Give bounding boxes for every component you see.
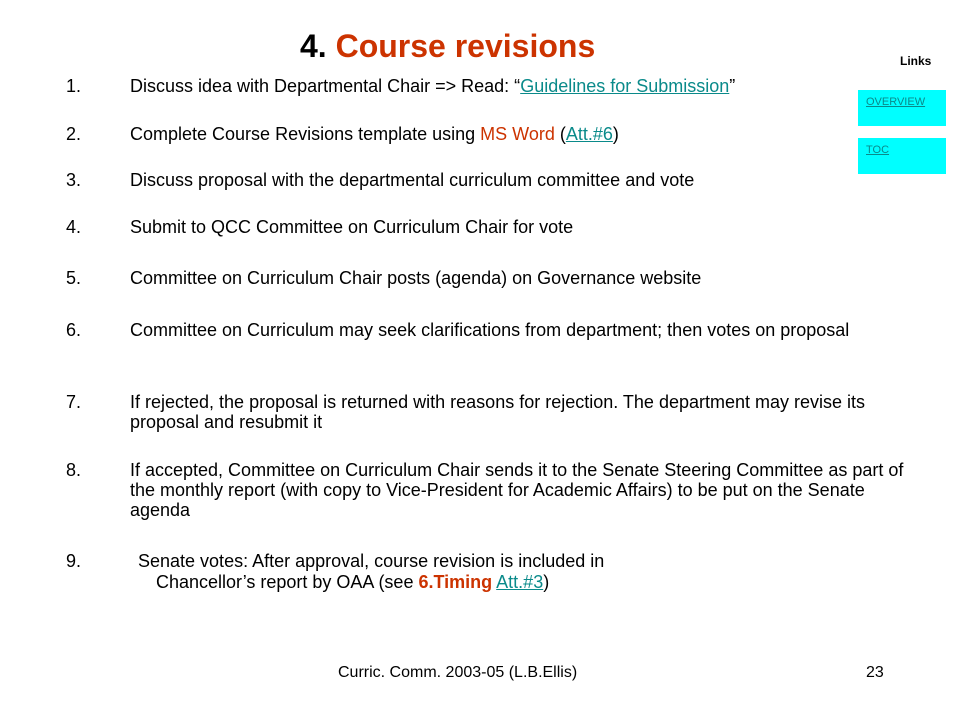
item-text-pre: Chancellor’s report by OAA (see bbox=[156, 572, 419, 592]
slide-title bbox=[300, 28, 595, 65]
item-number: 9. bbox=[66, 551, 82, 571]
footer-text: Curric. Comm. 2003-05 (L.B.Ellis) bbox=[338, 664, 578, 681]
item-text-pre: Complete Course Revisions template using bbox=[130, 124, 481, 144]
item-number: 8. bbox=[66, 460, 82, 480]
title-text: Course revisions bbox=[335, 28, 596, 64]
item-text: Discuss proposal with the departmental curriculum committee and vote bbox=[130, 170, 695, 190]
timing-highlight: 6.Timing bbox=[418, 572, 493, 592]
att-3-link[interactable]: Att.#3 bbox=[496, 572, 544, 592]
item-text-post: ” bbox=[729, 76, 736, 96]
item-text-post: ) bbox=[612, 124, 619, 144]
item-number: 1. bbox=[66, 76, 82, 96]
item-text: If rejected, the proposal is returned with reasons for rejection. The department may revise its proposal and resubmit it bbox=[130, 392, 866, 432]
item-text-line1: Senate votes: After approval, course revision is included in bbox=[138, 551, 605, 571]
page-number: 23 bbox=[866, 664, 884, 681]
item-text-pre: Discuss idea with Departmental Chair => Read: “ bbox=[130, 76, 521, 96]
guidelines-link[interactable]: Guidelines for Submission bbox=[520, 76, 730, 96]
item-text bbox=[130, 124, 910, 144]
item-text: Committee on Curriculum may seek clarifications from department; then votes on proposal bbox=[130, 320, 850, 340]
item-number: 3. bbox=[66, 170, 82, 190]
att-6-link[interactable]: Att.#6 bbox=[565, 124, 613, 144]
item-number: 6. bbox=[66, 320, 82, 340]
item-text-line2 bbox=[156, 572, 936, 592]
ms-word-highlight: MS Word bbox=[480, 124, 555, 144]
item-number: 7. bbox=[66, 392, 82, 412]
overview-link[interactable]: OVERVIEW bbox=[866, 96, 926, 108]
item-number: 5. bbox=[66, 268, 82, 288]
item-number: 4. bbox=[66, 217, 82, 237]
item-text: If accepted, Committee on Curriculum Chair sends it to the Senate Steering Committee as part of the monthly report (with copy to Vice-President for Academic Affairs) to be put on the Senate agenda bbox=[130, 460, 904, 520]
title-number: 4. bbox=[300, 28, 327, 64]
item-text: Committee on Curriculum Chair posts (agenda) on Governance website bbox=[130, 268, 702, 288]
item-text-mid: ( bbox=[554, 124, 566, 144]
item-text bbox=[130, 76, 910, 96]
item-text-post: ) bbox=[543, 572, 550, 592]
item-text: Submit to QCC Committee on Curriculum Chair for vote bbox=[130, 217, 574, 237]
item-number: 2. bbox=[66, 124, 82, 144]
toc-link[interactable]: TOC bbox=[866, 144, 890, 156]
links-label: Links bbox=[900, 54, 932, 68]
